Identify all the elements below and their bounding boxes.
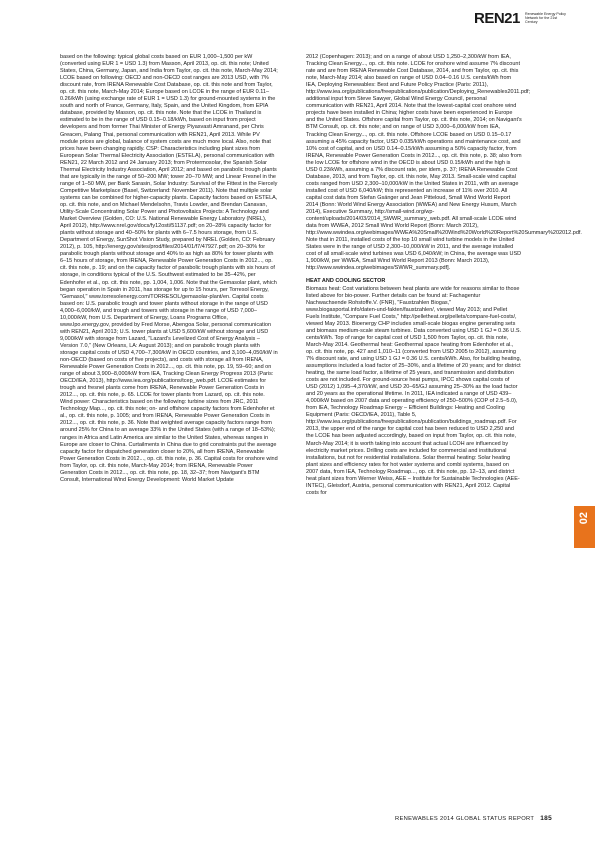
section-heading: HEAT AND COOLING SECTOR bbox=[306, 278, 386, 285]
report-title: RENEWABLES 2014 GLOBAL STATUS REPORT bbox=[395, 816, 535, 822]
endnote-paragraph: 2012 (Copenhagen: 2013); and on a range of about USD 1,250–2,300/kW from IEA, Tracking Clean Energy..., op. cit. this note. LCOE for onshore wind assume 7% discount rate and are from IRENA Renewable Cost Database, 2014, and from Taylor, op. cit. this note, March-May 2014; also based on range of USD 0.04–0.16 U.S. cents/kWh from IEA, Deploying Renewables: Best and Future Policy Practice (Paris: 2011), http://www.iea.org/publications/freepublications/publication/Deploying_Renewables2011.pdf; additional input from Steve Sawyer, Global Wind Energy Council, personal communication with REN21, April 2014. Note that the lowest-capital cost onshore wind projects have been installed in China; higher costs have been experienced in Europe and the United States. Offshore capital from Taylor, op. cit. this note, 2014; on Navigant's BTM Consult, op. cit. this note; and on range of USD 3,000–6,000/kW from IEA, Tracking Clean Energy..., op. cit. this note. Offshore LCOE based on USD 0.15–0.17 assuming a 45% capacity factor, USD 0.035/kWh operations and maintenance cost, and 10% cost of capital, and on USD 0.14–0.15/kWh assuming a 50% capacity factor, from IRENA, Renewable Power Generation Costs in 2012..., op. cit. this note, p. 38; also from the low LCOE for offshore wind in the OECD is about USD 0.15/kWh and the high is USD 0.23/kWh, assuming a 7% discount rate, per idem, p. 37; IRENA Renewable Cost Database, 2013, and from Taylor, op. cit. this note, May 2013. Small-scale wind capital costs ranged from USD 2,300–10,000/kW in the United States in 2011, with an average installed cost of USD 6,040/kW; this represented an increase of 11% over 2010. All capital cost data from Stefan Gsänger and Jean Pitteloud, Small Wind World Report 2014 (Bonn: World Wind Energy Association (WWEA) and New Energy Husum, March 2014), Executive Summary, http://small-wind.org/wp-content/uploads/2014/03/2014_SWWR_summary_web.pdf. All small-scale LCOE wind data from WWEA, 2012 Small Wind World Report (Bonn: March 2012), http://www.wwindea.org/webimages/WWEA%20Small%20Wind%20World%20Report%20Summary%202012.pdf. Note that in 2011, installed costs of the top 10 small wind turbine models in the United States were in the range of USD 2,300–10,000/kW in 2011, and the average installed cost of all small-scale wind turbines was USD 6,040/kW; in China, the average was USD 1,900/kW, per WWEA, Small Wind World Report 2013 (Bonn: March 2013), http://www.wwindea.org/webimages/SWWR_summary.pdf]. bbox=[306, 54, 582, 272]
chapter-tab bbox=[574, 506, 595, 548]
logo-tagline: Renewable Energy Policy Network for the 21st Century bbox=[525, 12, 566, 25]
endnote-paragraph: Biomass heat: Cost variations between heat plants are wide for reasons similar to those listed above for bio-power. Further details can be found at: Fachagentur Nachwachsende Rohstoffe.V. (FNR), "Faustzahlen Biogas," www.biogasportal.info/daten-und-fakten/faustzahlen/, viewed May 2013; and Pellet Fuels Institute, "Compare Fuel Costs," http://pelletheat.org/pellets/compare-fuel-costs/, viewed May 2013. Bioenergy CHP includes small-scale biogas engine generating sets and biomass medium-scale steam turbines. Data converted using USD 1 GJ = 0.36 U.S. cents/kWh. Top of range for capital cost of USD 1,500 from Taylor, op. cit. this note, March-May 2014. Geothermal heat: Geothermal space heating from Edenhofer et al., op. cit. this note, pp. 427 and 1,010–11 (converted from USD 2005 to 2012), assuming 7% discount rate, and using USD 1 GJ = 0.36 U.S. cents/kWh. Also, for building heating, assumptions included a load factor of 25–30%, and a lifetime of 20 years; and for district heating, the same load factor, a lifetime of 25 years, and transmission and distribution costs are not included. For ground-source heat pumps, IPCC shows capital costs of USD (2012) 1,095–4,370/kW, and USD 20–65/GJ assuming 25–30% as the load factor and 20 years as the operational lifetime. In 2011, IEA indicated a range of USD 439–4,000/kW based on 2007 data and operating efficiency of 250–500% (COP of 2.5–5.0), from IEA, Technology Roadmap Energy – Efficient Buildings: Heating and Cooling Equipment (Paris: OECD/IEA, 2011), Table 5, http://www.iea.org/publications/freepublications/publication/buildings_roadmap.pdf. For 2013, the upper end of the range for capital cost has been reduced to USD 2,250 and the LCOE has been adjusted accordingly, based on input from Taylor, op. cit. this note, March-May 2014; it is worth taking into account that actual LCOH are influenced by electricity market prices. Drilling costs are included for commercial and institutional installations, but not for residential installations. Solar thermal heating: Solar heating plant sizes and efficiency rates for hot water systems and combi systems, based on 2007 data, from IEA, Technology Roadmap..., op. cit. this note, pp. 12–13, and district heat plant sizes from Werner Weiss, AEE – Institute for Sustainable Technologies (AEE-INTEC), Gleisdorf, Austria, personal communication with REN21, April 2012. Capital costs for bbox=[306, 285, 522, 496]
endnotes-column-right bbox=[306, 54, 582, 497]
endnotes-column-left bbox=[60, 54, 278, 484]
logo-wordmark: REN21 bbox=[474, 10, 520, 27]
ren21-logo bbox=[474, 11, 569, 33]
chapter-number: 02 bbox=[578, 512, 590, 525]
endnote-paragraph: based on the following: typical global costs based on EUR 1,000–1,500 per kW (converted using EUR 1 = USD 1.3) from Masson, April 2013, op. cit. this note; United States, China, Germany, Japan, and India from Taylor, op. cit. this note, March-May 2014; LCOE based on following: OECD and non-OECD cost ranges are 2013 USD, with 7% discount rate, from IRENA Renewable Cost Database, op. cit. this note and from Taylor, op. cit. this note, March-May 2014; Europe based on LCOE in the range of EUR 0.11–0.26/kWh (using exchange rate of EUR 1 = USD 1.3) for ground-mounted systems in the south and north of France, Germany, Italy, Spain, and the United Kingdom, from EPIA database, provided by Masson, op. cit. this note. Note that the LCOE in Thailand is estimated to be in the range of USD 0.15–0.18/kWh, based on input from project developers and from former Thai Minister of Energy Piyasvasti Amranand, per Chris Greacen, Palang Thai, personal communication with REN21, April 2013. While PV module prices are global, balance of system costs are much more local. Also, note that prices have been changing rapidly. CSP: Characteristics including plant sizes from European Solar Thermal Electricity Association (ESTELA), personal communication with REN21, 22 March 2012 and 24 January 2013; from Protermosolar, the Spanish Solar Thermal Electricity Industry Association, April 2012; and based on parabolic trough plants that are typically in the range of 50–200 MW; tower 20–70 MW; and Linear Fresnel in the range of 1–50 MW, per Bank Sarasin, Solar Industry: Survival of the Fittest in the Fiercely Competitive Marketplace (Basel, Switzerland: November 2011). Note that multiple solar systems can be combined for higher-capacity plants. Capacity factors based on ESTELA, op. cit. this note, and on Michael Mendelsohn, Travis Lowder, and Brendan Canavan, Utility-Scale Concentrating Solar Power and Photovoltaics Projects: A Technology and Market Overview (Golden, CO: U.S. National Renewable Energy Laboratory (NREL), April 2012), http://www.nrel.gov/docs/fy12osti/51137.pdf; on 20–28% capacity factor for plants without storage and 40–50% for plants with 6–7.5 hours storage, from U.S. Department of Energy, SunShot Vision Study, prepared by NREL (Golden, CO: February 2012), p. 105, http://energy.gov/sites/prod/files/2014/01/f7/47927.pdf; on 20–30% for parabolic trough plants without storage and 40% to as high as 80% for tower plants with 6–15 hours of storage, from IRENA, Renewable Power Generation Costs in 2012..., op. cit. this note, p. 19; and on the capacity factor of parabolic trough plants with six hours of storage, in conditions typical of the U.S. Southwest estimated to be 35–42%, per Edenhofer et al., op. cit. this note, pp. 1,004, 1,006. Note that the Gemasolar plant, which began operation in Spain in 2011, has storage for up to 15 hours, per Torresol Energy, "Gemasol," www.torresolenergy.com/TORRESOL/gemasolar-plant/en. Capital costs based on: U.S. parabolic trough and tower plants without storage in the range of USD 4,000–6,000/kW, and trough and towers with storage in the range of USD 7,000–10,000/kW, from U.S. Department of Energy, Loans Programs Office, www.lpo.energy.gov, provided by Fred Morse, Abengoa Solar, personal communication with REN21, April 2013; U.S. tower plants at USD 5,600/kW without storage and USD 9,000/kW with storage from Lazard, "Lazard's Levelized Cost of Energy Analysis – Version 7.0," (New Orleans, LA: August 2013); and on parabolic trough plants with storage capital costs of USD 4,700–7,300/kW in OECD countries, and 3,100–4,050/kW in non-OECD (based on costs of five projects), and costs with storage all from IRENA, Renewable Power Generation Costs in 2012..., op. cit. this note, pp. 19, 59–60; and on range of about 3,900–8,000/kW from IEA, Tracking Clean Energy Progress 2013 (Paris: OECD/IEA, 2013), http://www.iea.org/publications/tcep_web.pdf. LCOE estimates for trough and fresnel plants come from IRENA, Renewable Power Generation Costs in 2012..., op. cit. this note, p. 65. LCOE for tower plants from Lazard, op. cit. this note. Wind power: Characteristics based on the following: turbine sizes from JRC, 2011 Technology Map..., op. cit. this note; on- and offshore capacity factors from Edenhofer et al., op. cit. this note, p. 1005; and from IRENA, Renewable Power Generation Costs in 2012..., op. cit. this note, p. 36. Note that weighted average capacity factors range from around 25% for China to an average 33% in the United States (with a range of 18–53%); ranges in Africa and Latin America are similar to the United States, whereas ranges in Europe are closer to China. Curtailments in China due to grid constraints put the average capacity factor for dispatched generation closer to 20%, all from IRENA, Renewable Power Generation Costs in 2012..., op. cit. this note, p. 36. Capital costs for onshore wind from Taylor, op. cit. this note, March-May 2014; from IRENA, Renewable Power Generation Costs in 2012..., op. cit. this note, pp. 18, 32–37; from Navigant's BTM Consult, International Wind Energy Development: World Market Update bbox=[60, 54, 278, 483]
page-number: 185 bbox=[540, 815, 552, 822]
page-footer bbox=[395, 815, 552, 822]
